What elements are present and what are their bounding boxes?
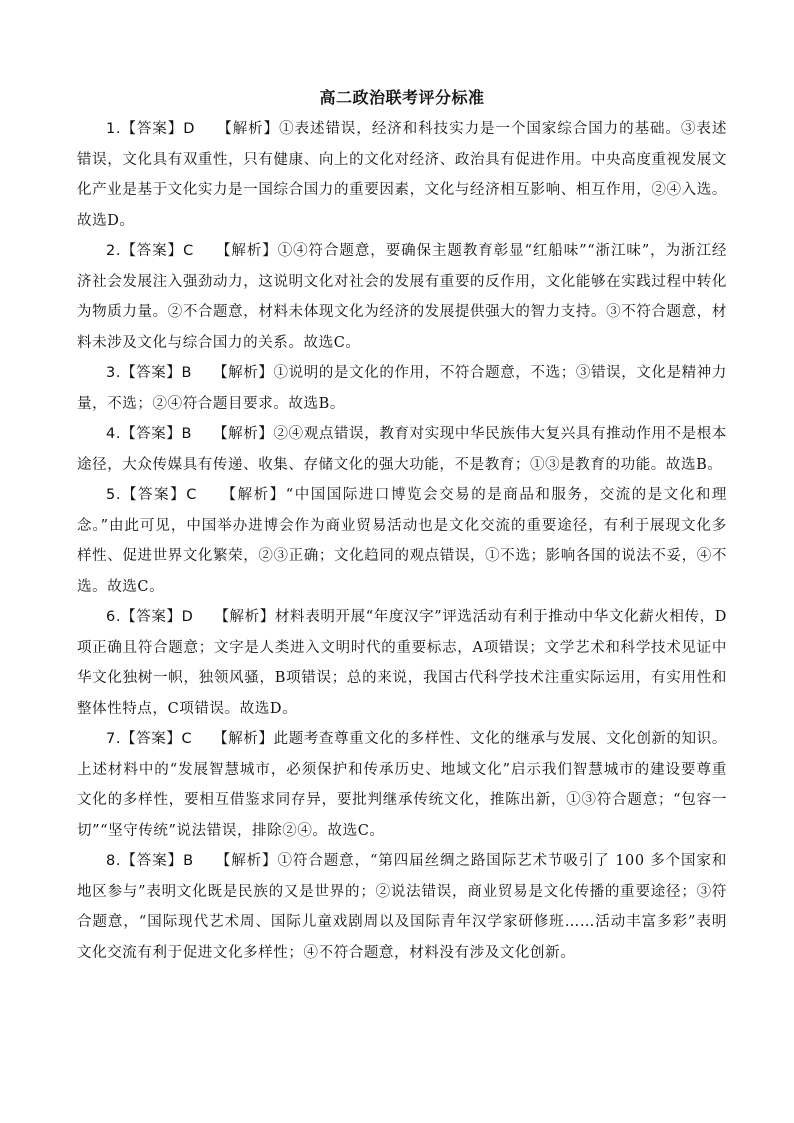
item-number: 7.: [106, 731, 122, 747]
answer-label: 【答案】: [121, 609, 182, 625]
answer-value: B: [183, 853, 194, 869]
analysis-text: 材料表明开展“年度汉字”评选活动有利于推动中华文化薪火相传，D项正确且符合题意；文字是人类进入文明时代的重要标志，A项错误；文学艺术和科学技术见证中华文化独树一帜，独领风骚，B项错误；总的来说，我国古代科学技术注重实际运用，有实用性和整体性特点，C项错误。故选D。: [77, 609, 727, 717]
answer-label: 【答案】: [121, 426, 182, 442]
item-number: 6.: [106, 609, 122, 625]
item-number: 5.: [106, 487, 122, 503]
answer-value: B: [181, 426, 193, 442]
answer-value: C: [181, 731, 193, 747]
analysis-label: 【解析】: [215, 243, 278, 259]
item-number: 2.: [106, 243, 122, 259]
analysis-text: ②④观点错误，教育对实现中华民族伟大复兴具有推动作用不是根本途径，大众传媒具有传递、收集、存储文化的强大功能，不是教育；①③是教育的功能。故选B。: [77, 426, 728, 473]
answer-label: 【答案】: [121, 853, 184, 869]
answer-item: [77, 724, 727, 846]
answer-value: D: [181, 609, 194, 625]
page-title: 高二政治联考评分标准: [319, 88, 485, 107]
analysis-text: 此题考查尊重文化的多样性、文化的继承与发展、文化创新的知识。上述材料中的“发展智慧城市，必须保护和传承历史、地域文化”启示我们智慧城市的建设要尊重文化的多样性，要相互借鉴求同存异，要批判继承传统文化，推陈出新，①③符合题意；“包容一切”“坚守传统”说法错误，排除②④。故选C。: [77, 731, 727, 839]
item-number: 4.: [106, 426, 122, 442]
item-number: 8.: [106, 853, 122, 869]
item-number: 1.: [106, 121, 122, 137]
answer-label: 【答案】: [121, 487, 187, 503]
analysis-text: ①符合题意，“第四届丝绸之路国际艺术节吸引了 100 多个国家和地区参与”表明文化既是民族的又是世界的；②说法错误，商业贸易是文化传播的重要途径；③符合题意，“国际现代艺术周、国际儿童戏剧周以及国际青年汉学家研修班……活动丰富多彩”表明文化交流有利于促进文化多样性；④不符合题意，材料没有涉及文化创新。: [77, 853, 728, 961]
answer-label: 【答案】: [121, 121, 184, 137]
answer-value: D: [183, 121, 195, 137]
analysis-label: 【解析】: [213, 426, 274, 442]
analysis-text: ①④符合题意，要确保主题教育彰显“红船味”“浙江味”，为浙江经济社会发展注入强劲动力，这说明文化对社会的发展有重要的反作用，文化能够在实践过程中转化为物质力量。②不合题意，材料未体现文化为经济的发展提供强大的智力支持。③不符合题意，材料未涉及文化与综合国力的关系。故选C。: [77, 243, 727, 351]
answer-item: [77, 846, 727, 968]
item-number: 3.: [106, 365, 122, 381]
answer-item: [77, 602, 727, 724]
analysis-label: 【解析】: [221, 487, 286, 503]
answer-value: C: [186, 487, 197, 503]
analysis-text: ①说明的是文化的作用，不符合题意，不选；③错误，文化是精神力量，不选；②④符合题目要求。故选B。: [77, 365, 728, 412]
answer-value: C: [183, 243, 194, 259]
analysis-label: 【解析】: [213, 731, 274, 747]
answer-item: [77, 236, 727, 358]
document-page: [77, 86, 727, 968]
answer-label: 【答案】: [121, 731, 182, 747]
answer-item: [77, 480, 727, 602]
answer-list: [77, 114, 727, 968]
answer-item: [77, 114, 727, 236]
answer-label: 【答案】: [121, 243, 184, 259]
analysis-label: 【解析】: [215, 853, 278, 869]
answer-item: [77, 419, 727, 480]
answer-value: B: [181, 365, 193, 381]
analysis-text: “中国国际进口博览会交易的是商品和服务，交流的是文化和理念。”由此可见，中国举办进博会作为商业贸易活动也是文化交流的重要途径，有利于展现文化多样性、促进世界文化繁荣，②③正确；文化趋同的观点错误，①不选；影响各国的说法不妥，④不选。故选C。: [77, 487, 727, 595]
analysis-label: 【解析】: [214, 609, 275, 625]
analysis-text: ①表述错误，经济和科技实力是一个国家综合国力的基础。③表述错误，文化具有双重性，只有健康、向上的文化对经济、政治具有促进作用。中央高度重视发展文化产业是基于文化实力是一国综合国力的重要因素，文化与经济相互影响、相互作用，②④入选。故选D。: [77, 121, 727, 229]
analysis-label: 【解析】: [217, 121, 280, 137]
analysis-label: 【解析】: [213, 365, 274, 381]
answer-label: 【答案】: [121, 365, 182, 381]
answer-item: [77, 358, 727, 419]
